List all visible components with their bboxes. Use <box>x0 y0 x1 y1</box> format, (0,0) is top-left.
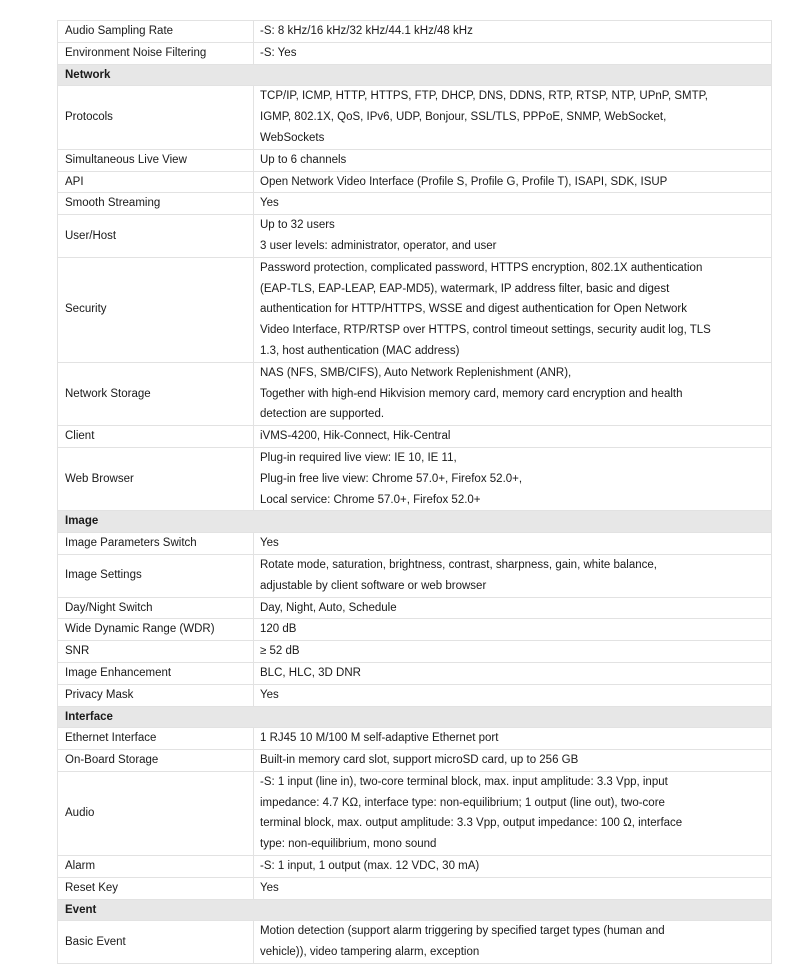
spec-value-line: Up to 6 channels <box>260 153 347 166</box>
spec-label: Wide Dynamic Range (WDR) <box>58 619 254 641</box>
spec-label: Audio <box>58 771 254 855</box>
spec-value-line: BLC, HLC, 3D DNR <box>260 666 361 679</box>
spec-value-line: Plug-in required live view: IE 10, IE 11, <box>260 451 457 464</box>
spec-row <box>58 86 772 149</box>
spec-label: API <box>58 171 254 193</box>
spec-value-line: detection are supported. <box>260 408 385 421</box>
spec-value <box>254 597 772 619</box>
spec-row <box>58 856 772 878</box>
spec-table-body <box>58 21 772 964</box>
spec-row <box>58 533 772 555</box>
spec-value-line: Plug-in free live view: Chrome 57.0+, Firefox 52.0+, <box>260 472 523 485</box>
spec-value <box>254 21 772 43</box>
spec-value <box>254 641 772 663</box>
spec-row <box>58 171 772 193</box>
spec-row <box>58 215 772 258</box>
section-title: Network <box>58 64 772 86</box>
spec-value <box>254 362 772 425</box>
spec-value <box>254 619 772 641</box>
spec-label: User/Host <box>58 215 254 258</box>
spec-value-line: ≥ 52 dB <box>260 645 300 658</box>
spec-row <box>58 554 772 597</box>
spec-value-line: IGMP, 802.1X, QoS, IPv6, UDP, Bonjour, SSL/TLS, PPPoE, SNMP, WebSocket, <box>260 111 667 124</box>
spec-value-line: 1 RJ45 10 M/100 M self-adaptive Ethernet port <box>260 732 499 745</box>
spec-value <box>254 728 772 750</box>
spec-value <box>254 257 772 362</box>
spec-value <box>254 42 772 64</box>
spec-value <box>254 215 772 258</box>
spec-label: Privacy Mask <box>58 684 254 706</box>
spec-value-line: Yes <box>260 688 279 701</box>
spec-row <box>58 750 772 772</box>
spec-value <box>254 149 772 171</box>
spec-label: Reset Key <box>58 877 254 899</box>
spec-row <box>58 662 772 684</box>
spec-label: Image Settings <box>58 554 254 597</box>
spec-value-line: Together with high-end Hikvision memory card, memory card encryption and health <box>260 387 683 400</box>
section-header <box>58 64 772 86</box>
spec-row <box>58 42 772 64</box>
section-title: Event <box>58 899 772 921</box>
spec-value <box>254 426 772 448</box>
spec-label: Environment Noise Filtering <box>58 42 254 64</box>
spec-value-line: Yes <box>260 197 279 210</box>
spec-row <box>58 619 772 641</box>
spec-value-line: NAS (NFS, SMB/CIFS), Auto Network Replenishment (ANR), <box>260 366 572 379</box>
spec-row <box>58 426 772 448</box>
spec-label: Ethernet Interface <box>58 728 254 750</box>
spec-value-line: Open Network Video Interface (Profile S, Profile G, Profile T), ISAPI, SDK, ISUP <box>260 175 668 188</box>
spec-label: Security <box>58 257 254 362</box>
spec-row <box>58 728 772 750</box>
spec-value-line: Built-in memory card slot, support microSD card, up to 256 GB <box>260 754 579 767</box>
spec-label: Smooth Streaming <box>58 193 254 215</box>
spec-value <box>254 554 772 597</box>
spec-label: Basic Event <box>58 921 254 964</box>
spec-row <box>58 149 772 171</box>
spec-value-line: authentication for HTTP/HTTPS, WSSE and digest authentication for Open Network <box>260 303 687 316</box>
section-header <box>58 899 772 921</box>
spec-value <box>254 662 772 684</box>
spec-value-line: type: non-equilibrium, mono sound <box>260 838 437 851</box>
spec-row <box>58 771 772 855</box>
section-header <box>58 706 772 728</box>
spec-value <box>254 750 772 772</box>
spec-label: Audio Sampling Rate <box>58 21 254 43</box>
spec-value <box>254 856 772 878</box>
spec-value <box>254 171 772 193</box>
spec-value-line: Yes <box>260 881 279 894</box>
spec-label: Client <box>58 426 254 448</box>
spec-row <box>58 597 772 619</box>
spec-value-line: impedance: 4.7 KΩ, interface type: non-equilibrium; 1 output (line out), two-core <box>260 796 665 809</box>
spec-row <box>58 684 772 706</box>
section-title: Interface <box>58 706 772 728</box>
spec-value-line: Local service: Chrome 57.0+, Firefox 52.0+ <box>260 493 481 506</box>
spec-value <box>254 877 772 899</box>
spec-value-line: -S: 1 input, 1 output (max. 12 VDC, 30 mA) <box>260 860 480 873</box>
spec-table <box>57 20 772 964</box>
spec-value-line: 1.3, host authentication (MAC address) <box>260 344 460 357</box>
spec-value <box>254 447 772 510</box>
spec-value-line: Yes <box>260 537 279 550</box>
spec-row <box>58 193 772 215</box>
spec-row <box>58 447 772 510</box>
spec-value-line: terminal block, max. output amplitude: 3.3 Vpp, output impedance: 100 Ω, interface <box>260 817 683 830</box>
spec-label: Network Storage <box>58 362 254 425</box>
spec-value <box>254 771 772 855</box>
spec-row <box>58 257 772 362</box>
spec-value-line: -S: 8 kHz/16 kHz/32 kHz/44.1 kHz/48 kHz <box>260 25 473 37</box>
spec-value-line: Motion detection (support alarm triggering by specified target types (human and <box>260 925 665 938</box>
spec-value-line: -S: 1 input (line in), two-core terminal block, max. input amplitude: 3.3 Vpp, input <box>260 775 668 788</box>
spec-row <box>58 362 772 425</box>
spec-row <box>58 877 772 899</box>
spec-value-line: 120 dB <box>260 623 297 636</box>
spec-value-line: Password protection, complicated password, HTTPS encryption, 802.1X authentication <box>260 261 703 274</box>
spec-value-line: Up to 32 users <box>260 219 335 232</box>
spec-label: Alarm <box>58 856 254 878</box>
spec-row <box>58 641 772 663</box>
spec-row <box>58 21 772 43</box>
spec-value <box>254 684 772 706</box>
spec-label: SNR <box>58 641 254 663</box>
spec-label: On-Board Storage <box>58 750 254 772</box>
section-title: Image <box>58 511 772 533</box>
spec-label: Image Parameters Switch <box>58 533 254 555</box>
spec-value-line: (EAP-TLS, EAP-LEAP, EAP-MD5), watermark, IP address filter, basic and digest <box>260 282 670 295</box>
spec-label: Protocols <box>58 86 254 149</box>
spec-label: Image Enhancement <box>58 662 254 684</box>
spec-label: Day/Night Switch <box>58 597 254 619</box>
spec-value <box>254 921 772 964</box>
spec-value-line: iVMS-4200, Hik-Connect, Hik-Central <box>260 430 451 443</box>
spec-value-line: vehicle)), video tampering alarm, exception <box>260 946 480 959</box>
spec-value <box>254 86 772 149</box>
spec-row <box>58 921 772 964</box>
spec-label: Simultaneous Live View <box>58 149 254 171</box>
spec-value <box>254 193 772 215</box>
spec-value-line: Day, Night, Auto, Schedule <box>260 601 397 614</box>
spec-value-line: TCP/IP, ICMP, HTTP, HTTPS, FTP, DHCP, DNS, DDNS, RTP, RTSP, NTP, UPnP, SMTP, <box>260 90 708 103</box>
spec-label: Web Browser <box>58 447 254 510</box>
section-header <box>58 511 772 533</box>
spec-value-line: 3 user levels: administrator, operator, and user <box>260 239 497 252</box>
spec-value-line: -S: Yes <box>260 46 297 59</box>
spec-value <box>254 533 772 555</box>
spec-value-line: Video Interface, RTP/RTSP over HTTPS, control timeout settings, security audit log, TLS <box>260 324 711 337</box>
spec-value-line: Rotate mode, saturation, brightness, contrast, sharpness, gain, white balance, <box>260 558 657 571</box>
spec-value-line: adjustable by client software or web browser <box>260 579 487 592</box>
spec-value-line: WebSockets <box>260 131 325 144</box>
